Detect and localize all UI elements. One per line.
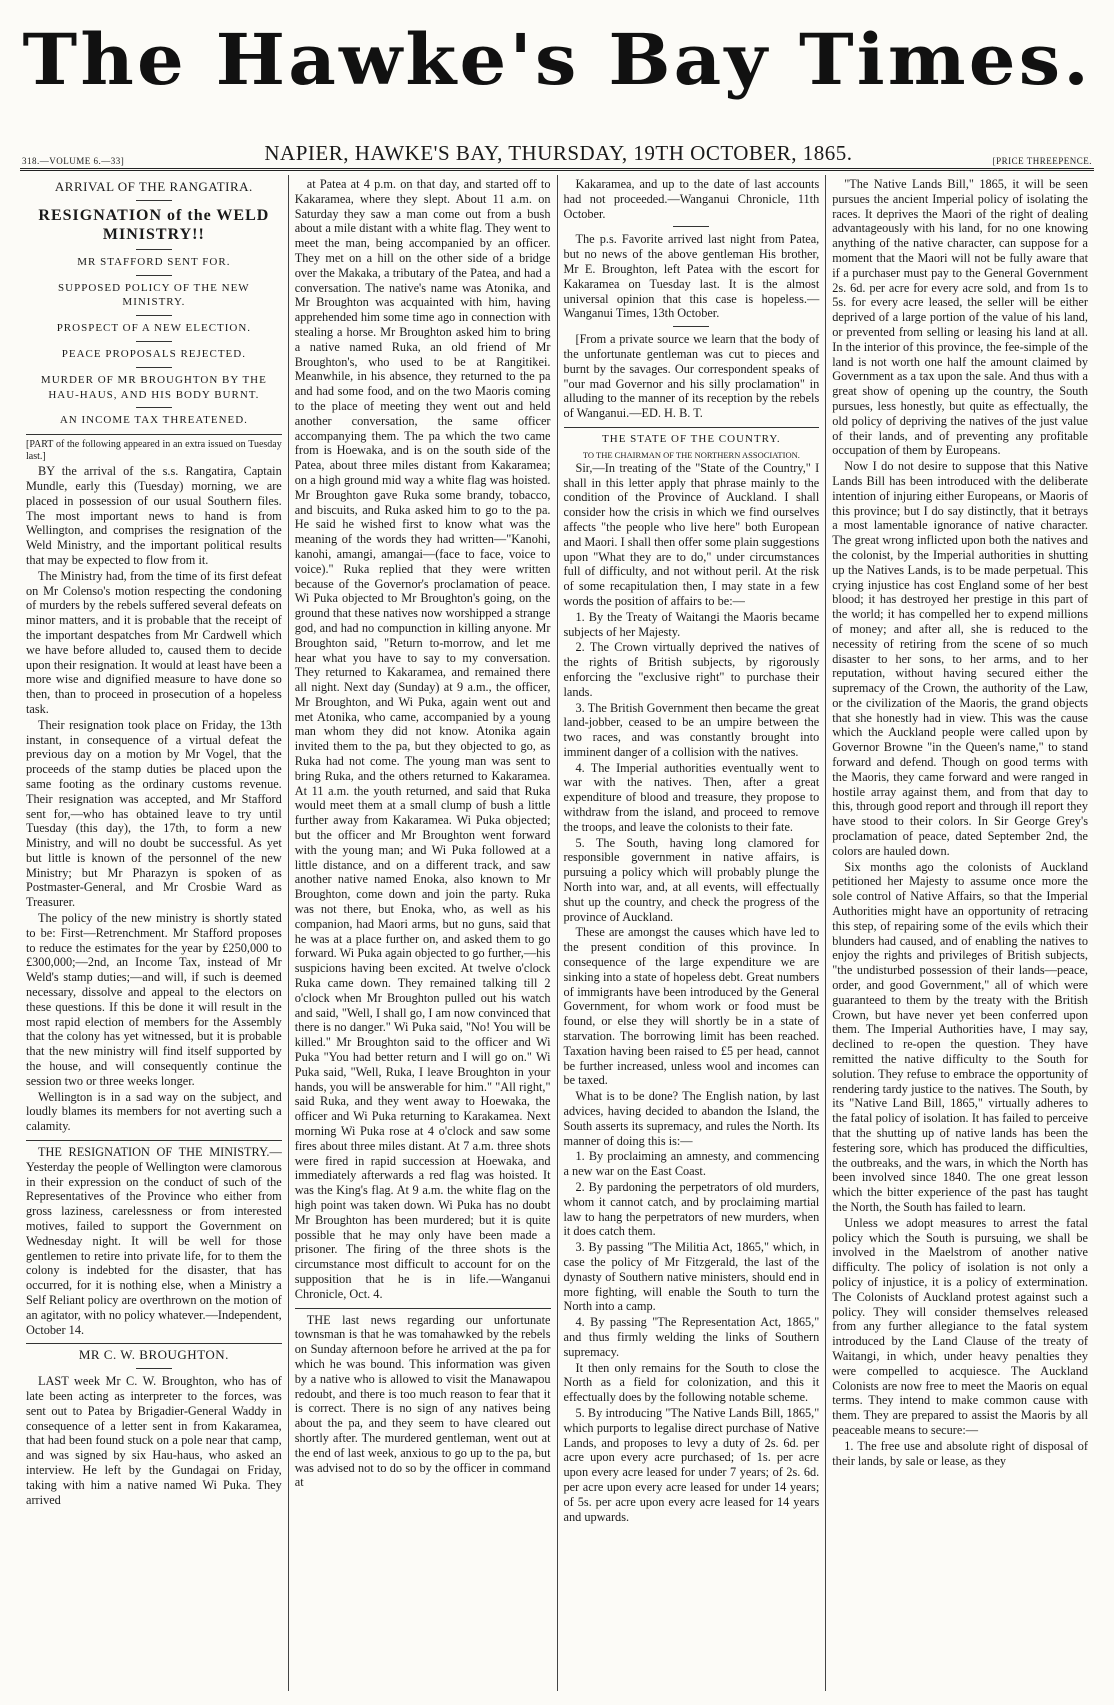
article-paragraph: The policy of the new ministry is shortly stated to be: First—Retrenchment. Mr Stafford proposes to reduce the estimates for the year by £250,000 to £300,000;—2nd, an Income Tax, instead of Mr Weld's stamp duties;—and will, if such is deemed necessary, dissolve and appeal to the electors on these questions. If this be done it will result in the most rapid election of members for the Assembly that the colony has yet witnessed, but it is probable that the new ministry will find itself supported by the house, and will consequently continue the session two or three weeks longer. xyxy=(26,911,282,1088)
columns xyxy=(20,175,1094,1691)
headline-stafford: MR STAFFORD SENT FOR. xyxy=(77,255,231,268)
article-paragraph: Their resignation took place on Friday, the 13th instant, in consequence of a virtual defeat the previous day on a motion by Mr Vogel, that the proceeds of the stamp duties be placed upon the same footing as the ordinary customs revenue. Their resignation was accepted, and Mr Stafford sent for,—who has obtained leave to try until Tuesday (this day), the 17th, to form a new Ministry, and will no doubt be successful. As yet but little is known of the personnel of the new Ministry; but Mr Pharazyn is spoken of as Postmaster-General, and Mr Crosbie Ward as Treasurer. xyxy=(26,717,282,910)
divider xyxy=(673,326,709,327)
article-paragraph: Wellington is in a sad way on the subject, and loudly blames its members for not averting such a calamity. xyxy=(26,1089,282,1134)
divider xyxy=(26,434,282,435)
divider xyxy=(136,1368,172,1369)
headline-state-of-country: THE STATE OF THE COUNTRY. xyxy=(602,432,781,445)
headline-tax: AN INCOME TAX THREATENED. xyxy=(59,414,248,427)
letter-paragraph: It then only remains for the South to close the North as a field for colonization, and this it effectually does by the following notable scheme. xyxy=(563,1360,820,1405)
editor-note: [PART of the following appeared in an extra issued on Tuesday last.] xyxy=(26,439,282,463)
headline-peace: PEACE PROPOSALS REJECTED. xyxy=(61,347,246,360)
divider xyxy=(136,249,172,250)
letter-paragraph: Sir,—In treating of the "State of the Country," I shall in this letter apply that phrase mainly to the condition of the Province of Auckland. I shall consider how the crisis in which we find ourselves affects "the people who live here" both European and Maori. I shall then offer some plain suggestions upon "What they are to do," under circumstances full of difficulty, and not without peril. At the risk of some recapitulation then, I may state in a few words the position of affairs to be:— xyxy=(563,460,820,608)
divider xyxy=(26,1140,282,1141)
divider xyxy=(136,407,172,408)
letter-paragraph: 3. By passing "The Militia Act, 1865," which, in case the policy of Mr Fitzgerald, the last of the dynasty of Southern native ministers, should end in more fighting, will enable the South to turn the North into a camp. xyxy=(563,1240,820,1314)
divider xyxy=(295,1308,551,1309)
column-3 xyxy=(557,175,826,1691)
article-paragraph: at Patea at 4 p.m. on that day, and started off to Kakaramea, where they slept. About 11 a.m. on Saturday they saw a man come out from a bush about a mile distant with a white flag. They went to meet the man, being accompanied by an officer. They met on a hill on the other side of a bridge over the Makaka, a tributary of the Patea, and had a conversation. The native's name was Atonika, and Mr Broughton was acquainted with him, having apprehended him some time ago in connection with stealing a horse. Mr Broughton asked him to bring a native named Ruka, an old friend of Mr Broughton's, who used to be at Rangitikei. Meanwhile, in his absence, they returned to the pa and had some food, and on the two Maoris coming to the place of meeting they went out and held another conversation, the same officer accompanying them. The pa which the two came from is Hoewaka, and is on the south side of the Patea, about three miles distant from Kakaramea; on a high ground mid way a white flag was hoisted. Mr Broughton gave Ruka some brandy, tobacco, and biscuits, and Ruka asked him to go to the pa. He said he wished first to know what was the meaning of the words they had written—"Kanohi, kanohi, amangi, amangai—(face to face, voice to voice)." Ruka replied that they were written because of the Governor's proclamation of peace. Wi Puka objected to Mr Broughton's going, on the ground that these natives now worshipped a strange god, and had no compunction in killing anyone. Mr Broughton said, "Return to-morrow, and let me hear what you have to say to my conversation. They returned to Kakaramea, and remained there all night. Next day (Sunday) at 9 a.m., the officer, Mr Broughton, and Wi Puka, again went out and met Atonika, who came, accompanied by a young man whom they did not know. Atonika again invited them to the pa, but they objected to go, as Ruka had not come. The young man was sent to bring Ruka, and the others returned to Kakaramea. At 11 a.m. the youth returned, and said that Ruka would meet them at a small clump of bush a little further away from Kakaramea. Wi Puka objected; but the officer and Mr Broughton went forward with the young man; and Wi Puka followed at a little distance, and on a different track, and saw another native named Enoka, also known to Mr Broughton, come down and join the party. Ruka was not there, but Enoka, who, as well as his companion, had Maori arms, but no guns, said that he was at a place further on, and asked them to go forward. Wi Puka again objected to go further,—his suspicions having been excited. At twelve o'clock Ruka came down. They remained talking till 2 o'clock when Mr Broughton pulled out his watch and said, "Well, I shall go, I am now convinced that there is no danger." Wi Puka said, "No! You will be killed." Mr Broughton said to the officer and Wi Puka "You had better return and I will go on." Wi Puka said, "Well, Ruka, I leave Broughton in your hands, you will be answerable for him." "All right," said Ruka, and they went away to Hoewaka, the officer and Wi Puka returning to Karakamea. Next morning Wi Puka rose at 4 o'clock and saw some fires about three miles distant. At 7 a.m. three shots were fired in rapid succession at Hoewaka, and immediately afterwards a red flag was hoisted. It was the King's flag. At 9 a.m. the white flag on the high point was taken down. Wi Puka has no doubt Mr Broughton has been murdered; but it is quite possible that he may only have been made a prisoner. The firing of the three shots is the circumstance most difficult to account for on the supposition that he is in life.—Wanganui Chronicle, Oct. 4. xyxy=(294,177,551,1301)
article-paragraph: BY the arrival of the s.s. Rangatira, Captain Mundle, early this (Tuesday) morning, we are placed in possession of our usual Southern files. The most important news to hand is from Wellington, and comprises the resignation of the Weld Ministry, and the important political results that may be expected to flow from it. xyxy=(26,464,282,567)
letter-paragraph: 3. The British Government then became the great land-jobber, ceased to be an umpire between the two races, and was constantly brought into imminent danger of a collision with the natives. xyxy=(563,700,820,759)
issue-number: 318.—VOLUME 6.—33] xyxy=(22,156,125,166)
dateline xyxy=(20,136,1094,168)
headline-broughton: MR C. W. BROUGHTON. xyxy=(78,1347,229,1363)
letter-paragraph: These are amongst the causes which have led to the present condition of this province. In consequence of the large expenditure we are sinking into a state of hopeless debt. Great numbers of immigrants have been introduced by the General Government, for whom work or food must be found, or else they will shortly be in a state of starvation. The borrowing limit has been reached. Taxation having been raised to £5 per head, cannot be further increased, unless wool and incomes can be taxed. xyxy=(563,925,820,1088)
letter-paragraph: 2. By pardoning the perpetrators of old murders, whom it cannot catch, and by proclaiming martial law to hang the perpetrators of new murders, when it does catch them. xyxy=(563,1180,820,1239)
letter-paragraph: 4. The Imperial authorities eventually went to war with the natives. Then, after a great expenditure of blood and treasure, they propose to withdraw from the island, and proceed to remove the troops, and leave the colonists to their fate. xyxy=(563,760,820,834)
date-place: NAPIER, HAWKE'S BAY, THURSDAY, 19TH OCTOBER, 1865. xyxy=(264,141,853,165)
headline-election: PROSPECT OF A NEW ELECTION. xyxy=(56,322,252,335)
letter-paragraph: 5. The South, having long clamored for responsible government in native affairs, is pursuing a policy which will probably plunge the North into war, and, at all events, will effectually shut up the country, and check the progress of the province of Auckland. xyxy=(563,835,820,924)
letter-paragraph: What is to be done? The English nation, by last advices, having decided to abandon the Island, the South asserts its supremacy, and rules the North. Its manner of doing this is:— xyxy=(563,1089,820,1148)
letter-paragraph: 1. The free use and absolute right of disposal of their lands, by sale or lease, as they xyxy=(832,1438,1088,1468)
newspaper-title: The Hawke's Bay Times. xyxy=(22,17,1092,101)
divider xyxy=(136,341,172,342)
divider xyxy=(673,226,709,227)
headline-murder: MURDER OF MR BROUGHTON BY THE HAU-HAUS, AND HIS BODY BURNT. xyxy=(40,373,267,401)
column-4 xyxy=(825,175,1094,1691)
letter-addressee: TO THE CHAIRMAN OF THE NORTHERN ASSOCIATION. xyxy=(582,449,800,460)
article-paragraph: The Ministry had, from the time of its first defeat on Mr Colenso's motion respecting the condoning of murders by the rebels suffered several defeats on minor matters, and it is probable that the receipt of the important despatches from Mr Cardwell which we have before alluded to, caused them to decide upon their resignation. It would at least have been a more wise and dignified measure to have done so then, than to proceed in prosecution of a hopeless task. xyxy=(26,568,282,716)
price: [PRICE THREEPENCE. xyxy=(992,156,1092,166)
masthead-rule xyxy=(20,168,1094,171)
masthead xyxy=(20,0,1094,118)
headline-resignation: RESIGNATION of the WELD MINISTRY!! xyxy=(38,206,270,243)
letter-paragraph: "The Native Lands Bill," 1865, it will be seen pursues the ancient Imperial policy of isolating the races. It deprives the Maori of the right of dealing advantageously with his land, for no one knowing anything of the native character, can suppose for a moment that the Maori will not be fully aware that if a purchaser must pay to the General Government 2s. 6d. per acre for every acre sold, and from 1s to 5s. for every acre leased, the seller will be either deprived of a large portion of the value of his land, or prevented from selling or leasing his land at all. In the interior of this province, the fee-simple of the land is not worth one half the amount claimed by Government as a tax upon the sale. And thus with a great show of opening up the country, the South pursues, less honestly, but quite as effectually, the old policy of depriving the natives of the just value of their lands, and of preventing any profitable occupation of them by Europeans. xyxy=(832,177,1088,458)
divider xyxy=(136,367,172,368)
headline-policy: SUPPOSED POLICY OF THE NEW MINISTRY. xyxy=(58,281,250,309)
divider xyxy=(26,1343,282,1344)
divider xyxy=(136,315,172,316)
letter-paragraph: 1. By proclaiming an amnesty, and commencing a new war on the East Coast. xyxy=(563,1149,820,1179)
divider xyxy=(136,275,172,276)
article-paragraph: Kakaramea, and up to the date of last accounts had not proceeded.—Wanganui Chronicle, 11th October. xyxy=(563,177,820,221)
letter-paragraph: 2. The Crown virtually deprived the natives of the rights of British subjects, by rigorously enforcing the "exclusive right" to purchase their lands. xyxy=(563,640,820,699)
column-1 xyxy=(20,175,288,1691)
letter-paragraph: Unless we adopt measures to arrest the fatal policy which the South is pursuing, we shall be involved in the Maelstrom of another native difficulty. The policy of isolation is not only a policy of injustice, it is a policy of extermination. The Colonists of Auckland protest against such a policy. They will consider themselves released from any further allegiance to the fatal system introduced by the Land Clause of the treaty of Waitangi, in which, under heavy penalties they were compelled to acquiesce. The Auckland Colonists are now free to meet the Maoris on equal terms. They intend to make common cause with them. They are prepared to assist the Maoris by all peaceable means to secure:— xyxy=(832,1215,1088,1437)
letter-paragraph: Six months ago the colonists of Auckland petitioned her Majesty to assume once more the sole control of Native Affairs, so that the Imperial Authorities might have an opportunity of retracing this step, of repairing some of the evils which their blunders had caused, and of enabling the natives to enjoy the rights and privileges of British subjects, "the undisturbed possession of their lands—peace, order, and good Government," all of which were guaranteed to them by the treaty with the British Crown, but have never yet been conferred upon them. The Imperial Authorities have, I may say, declined to re-open the question. They have remitted the native difficulty to the South for solution. They refuse to embrace the opportunity of rendering tardy justice to the natives. The South, by its "Native Land Bill, 1865," virtually adheres to the fatal policy of isolation. It has failed to perceive that the shutting up of native lands has been the festering sore, which has produced the difficulties, the outbreaks, and the wars, in which the North has been involved since 1840. The one great lesson which the bitter experience of the past has taught the North, the South has failed to learn. xyxy=(832,859,1088,1214)
letter-paragraph: 1. By the Treaty of Waitangi the Maoris became subjects of her Majesty. xyxy=(563,609,820,639)
article-paragraph: THE last news regarding our unfortunate townsman is that he was tomahawked by the rebels on Sunday afternoon before he arrived at the pa for which he was bound. This information was given by a native who is allowed to visit the Manawapou redoubt, and there is too much reason to fear that it is correct. There is no sign of any natives being about the pa, and they seem to have cleared out shortly after. The murdered gentleman, went out at the end of last week, anxious to go up to the pa, but was advised not to do so by the officer in command at xyxy=(294,1312,551,1490)
letter-paragraph: Now I do not desire to suppose that this Native Lands Bill has been introduced with the deliberate intention of injuring either Europeans, or Maoris of this province; but I do say distinctly, that it betrays a most lamentable ignorance of native character. The great wrong inflicted upon both the natives and the colonist, by the Imperial authorities in shutting up the Natives Lands, is to be made perpetual. This crying injustice has cost England some of her best blood; it has destroyed her prestige in this part of the world; it has compelled her to expend millions of money; and after all, she is reduced to the necessity of retiring from the scene of so much disaster to her sons, to her arms, and to her reputation, without having secured either the supremacy of the Crown, the authority of the Law, or the civilization of the Maoris, the grand objects that she honestly had in view. This was the cause which the Auckland people were called upon by Governor Browne "in the Queen's name," to stand forward and defend. Though on good terms with the Maoris, they came forward and were ranged in hostile array against them, and from that day to this, through good report and through ill report they have stood to their colors. In Sir George Grey's proclamation of peace, dated September 2nd, the colors are hauled down. xyxy=(832,459,1088,858)
article-paragraph: LAST week Mr C. W. Broughton, who has of late been acting as interpreter to the forces, was sent out to Patea by Brigadier-General Waddy in consequence of a letter sent in from Kakaramea, that had been found stuck on a pole near that camp, and was signed by six Hau-haus, who asked an interview. He left by the Gundagai on Friday, taking with him a native named Wi Puka. They arrived xyxy=(26,1374,282,1507)
column-2 xyxy=(288,175,557,1691)
article-paragraph: [From a private source we learn that the body of the unfortunate gentleman was cut to pieces and burnt by the savages. Our correspondent speaks of "our mad Governor and his silly proclamation" in alluding to the manner of its reception by the rebels of Wanganui.—ED. H. B. T. xyxy=(563,332,820,421)
letter-paragraph: 5. By introducing "The Native Lands Bill, 1865," which purports to legalise direct purchase of Native Lands, and proposes to levy a duty of 2s. 6d. per acre upon every acre purchased; of 1s. per acre upon every acre leased for under 7 years; of 2s. 6d. per acre upon every acre leased for under 14 years; of 5s. per acre upon every acre leased for 14 years and upwards. xyxy=(563,1405,820,1524)
letter-paragraph: 4. By passing "The Representation Act, 1865," and thus firmly welding the links of Southern supremacy. xyxy=(563,1315,820,1359)
divider xyxy=(136,200,172,201)
article-paragraph: THE RESIGNATION OF THE MINISTRY.—Yesterday the people of Wellington were clamorous in their expression on the conduct of such of the Representatives of the Province who either from gross laziness, carelessness or from interested motives, failed to support the Government on Wednesday night. It will be well for those gentlemen to retire into private life, for to them the colony is indebted for the disaster, that has occurred, for it is nothing else, when a Ministry a Self Reliant policy are overthrown on the motion of an agitator, with no policy whatever.—Independent, October 14. xyxy=(26,1145,282,1337)
article-paragraph: The p.s. Favorite arrived last night from Patea, but no news of the above gentleman His brother, Mr E. Broughton, left Patea with the escort for Kakaramea on Tuesday last. It is the almost universal opinion that this case is hopeless.—Wanganui Times, 13th October. xyxy=(563,232,820,321)
divider xyxy=(564,427,820,428)
headline-arrival: ARRIVAL OF THE RANGATIRA. xyxy=(54,179,253,194)
